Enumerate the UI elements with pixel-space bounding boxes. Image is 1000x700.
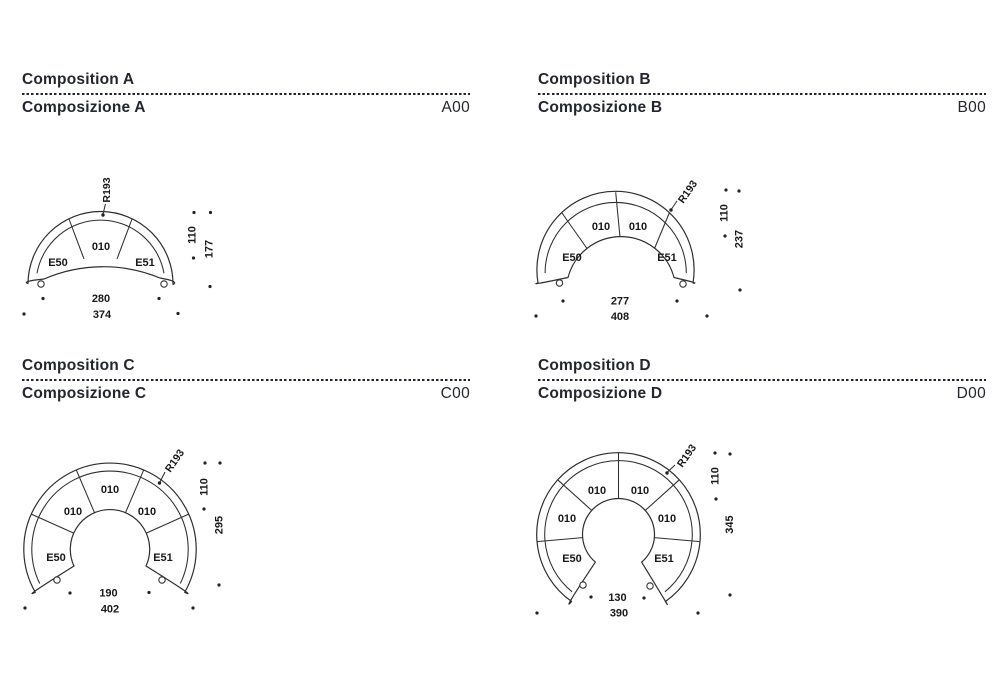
module-label: 010 [657,513,677,525]
dimension-value: 345 [724,515,736,534]
composition-d-header [538,357,986,403]
dimension-value: 280 [91,293,111,305]
radius-label: R193 [675,178,701,206]
dimension-dot [208,285,211,288]
composition-c-drawing [0,440,260,625]
radius-label: R193 [101,177,113,203]
dimension-value: 190 [99,587,118,600]
sofa-outline [536,191,695,283]
module-label: 010 [91,241,111,253]
module-label: 010 [137,506,157,518]
dimension-value: 237 [733,229,746,249]
module-label: E50 [46,552,66,564]
dotted-divider [538,379,986,381]
module-label: 010 [630,485,650,497]
dimension-dot [728,452,731,455]
dimension-dot [535,611,538,614]
foot-glide [647,583,653,589]
composition-c-title-en: Composition C [22,357,135,374]
composition-a-title-it: Composizione A [22,99,146,116]
dimension-dot [23,606,26,609]
foot-glide [159,577,165,583]
dimension-dot [191,606,194,609]
module-label: E51 [153,552,173,564]
foot-glide [556,280,562,286]
dimension-dot [202,507,205,510]
dimension-dot [642,596,645,599]
dotted-divider [22,93,470,95]
composition-a-code: A00 [441,99,470,116]
dimension-dot [209,211,212,214]
leader-dot [665,471,668,474]
dimension-value: 390 [609,607,629,620]
dimension-dot [203,461,206,464]
foot-glide [680,281,686,287]
dimension-dot [176,312,179,315]
composition-b-drawing [520,155,780,330]
composition-d-code: D00 [956,385,986,402]
module-label: 010 [63,506,83,518]
radius-leader-line [668,465,676,472]
dimension-value: 374 [92,309,112,321]
module-label: 010 [591,221,611,233]
sofa-outline [24,463,196,594]
foot-glide [54,577,60,583]
leader-dot [669,208,672,211]
radius-leader-line [672,201,678,209]
radius-label: R193 [674,442,700,470]
module-label: 010 [628,221,648,233]
dimension-dot [738,288,741,291]
composition-b-header [538,71,986,117]
dimension-dot [147,591,150,594]
dimension-dot [728,593,731,596]
dimension-dot [534,314,537,317]
dimension-value: 295 [213,515,226,535]
dimension-value: 110 [709,467,722,485]
composition-c-code: C00 [440,385,470,402]
composition-d-title-it: Composizione D [538,385,663,402]
radius-label: R193 [162,447,188,475]
dimension-dot [705,314,708,317]
module-label: 010 [100,484,120,496]
dimension-value: 402 [100,603,120,616]
dimension-value: 110 [186,226,199,244]
composition-a-drawing [0,160,260,330]
module-label: 010 [587,485,607,497]
composition-a-title-en: Composition A [22,71,135,88]
dotted-divider [538,93,986,95]
leader-dot [101,213,104,216]
module-label: E51 [135,257,155,269]
dimension-dot [675,299,678,302]
composition-a-header [22,71,470,117]
module-label: E50 [562,553,582,565]
composition-b-title-en: Composition B [538,71,651,88]
dimension-dot [723,234,726,237]
composition-c-title-it: Composizione C [22,385,147,402]
dimension-dot [724,188,727,191]
dimension-dot [217,583,220,586]
dimension-dot [713,451,716,454]
dimension-dot [561,299,564,302]
dimension-dot [589,595,592,598]
module-label: E50 [48,257,68,269]
module-label: E51 [657,252,677,264]
dimension-dot [696,611,699,614]
composition-d-title-en: Composition D [538,357,651,374]
dimension-dot [737,189,740,192]
foot-glide [161,281,167,287]
dimension-value: 408 [610,311,630,323]
dimension-dot [218,461,221,464]
dimension-value: 110 [198,478,211,496]
dimension-dot [68,591,71,594]
composition-c-header [22,357,470,403]
composition-b-code: B00 [957,99,986,116]
dimension-value: 177 [203,239,216,259]
dimension-value: 110 [718,204,731,222]
composition-b-title-it: Composizione B [538,99,663,116]
foot-glide [38,281,44,287]
module-label: E50 [562,252,582,264]
dimension-dot [41,297,44,300]
module-label: 010 [557,513,577,525]
dimension-dot [192,211,195,214]
dimension-value: 130 [608,592,627,604]
dimension-dot [714,497,717,500]
leader-dot [158,481,161,484]
dotted-divider [22,379,470,381]
composition-d-drawing [520,440,780,625]
dimension-dot [192,256,195,259]
dimension-dot [157,297,160,300]
dimension-value: 277 [610,295,630,308]
module-label: E51 [654,553,674,565]
foot-glide [580,582,586,588]
dimension-dot [22,312,25,315]
